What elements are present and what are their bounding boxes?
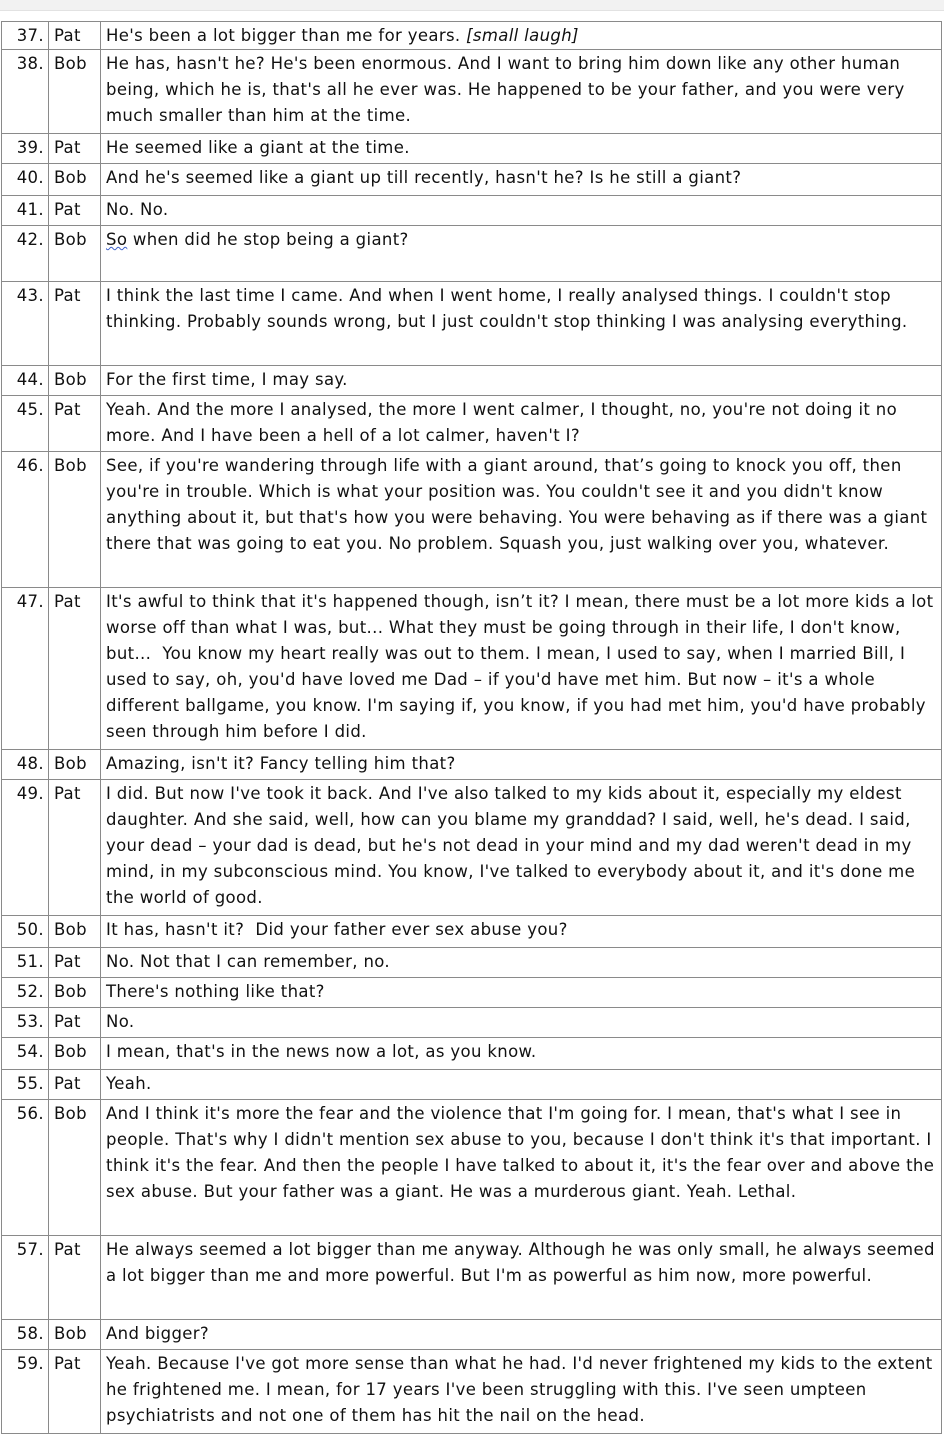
utterance-text — [101, 588, 942, 750]
table-row — [2, 948, 942, 978]
speaker-name: Pat — [49, 780, 101, 916]
utterance-body: Yeah. And the more I analysed, the more I went calmer, I thought, no, you're not doing it no more. And I have been a hell of a lot calmer, haven't I? — [106, 400, 903, 445]
utterance-text — [101, 134, 942, 164]
utterance-body: He's been a lot bigger than me for years. — [106, 26, 467, 45]
speaker-name: Bob — [49, 164, 101, 196]
line-number: 57. — [2, 1236, 49, 1320]
utterance-text — [101, 22, 942, 50]
spellcheck-flagged-word: So — [106, 230, 128, 249]
line-number: 58. — [2, 1320, 49, 1350]
speaker-name: Bob — [49, 452, 101, 588]
line-number: 50. — [2, 916, 49, 948]
utterance-body: For the first time, I may say. — [106, 370, 348, 389]
utterance-body: He has, hasn't he? He's been enormous. And I want to bring him down like any other human being, which he is, that's all he ever was. He happened to be your father, and you were very much smaller than him at the time. — [106, 54, 911, 125]
line-number: 42. — [2, 226, 49, 282]
utterance-body: No. — [106, 1012, 135, 1031]
table-row — [2, 1350, 942, 1434]
utterance-text — [101, 1350, 942, 1434]
utterance-body: I mean, that's in the news now a lot, as you know. — [106, 1042, 537, 1061]
speaker-name: Pat — [49, 134, 101, 164]
utterance-text — [101, 164, 942, 196]
speaker-name: Bob — [49, 1100, 101, 1236]
utterance-text — [101, 1038, 942, 1070]
utterance-body: I think the last time I came. And when I went home, I really analysed things. I couldn't stop thinking. Probably sounds wrong, but I just couldn't stop thinking I was analysing everything. — [106, 286, 908, 331]
line-number: 54. — [2, 1038, 49, 1070]
stage-direction: [small laugh] — [466, 26, 579, 45]
table-row — [2, 780, 942, 916]
speaker-name: Pat — [49, 282, 101, 366]
speaker-name: Bob — [49, 978, 101, 1008]
utterance-text — [101, 1236, 942, 1320]
utterance-text — [101, 1320, 942, 1350]
speaker-name: Bob — [49, 226, 101, 282]
table-row — [2, 164, 942, 196]
speaker-name: Bob — [49, 750, 101, 780]
utterance-text — [101, 916, 942, 948]
speaker-name: Pat — [49, 396, 101, 452]
utterance-body: It has, hasn't it? Did your father ever sex abuse you? — [106, 920, 568, 939]
table-row — [2, 750, 942, 780]
speaker-name: Pat — [49, 588, 101, 750]
table-row — [2, 22, 942, 50]
line-number: 43. — [2, 282, 49, 366]
speaker-name: Pat — [49, 1350, 101, 1434]
table-row — [2, 1008, 942, 1038]
table-row — [2, 196, 942, 226]
top-toolbar-strip — [0, 0, 944, 11]
utterance-body: And I think it's more the fear and the violence that I'm going for. I mean, that's what I see in people. That's why I didn't mention sex abuse to you, because I don't think it's that important. I think it's the fear. And then the people I have talked to about it, it's the fear over and above the sex abuse. But your father was a giant. He was a murderous giant. Yeah. Lethal. — [106, 1104, 940, 1201]
speaker-name: Bob — [49, 916, 101, 948]
utterance-body: No. Not that I can remember, no. — [106, 952, 391, 971]
line-number: 56. — [2, 1100, 49, 1236]
utterance-text — [101, 196, 942, 226]
utterance-body: Yeah. Because I've got more sense than what he had. I'd never frightened my kids to the extent he frightened me. I mean, for 17 years I've been struggling with this. I've seen umpteen psychiatrists and not one of them has hit the nail on the head. — [106, 1354, 939, 1425]
line-number: 38. — [2, 50, 49, 134]
utterance-body: He always seemed a lot bigger than me anyway. Although he was only small, he always seemed a lot bigger than me and more powerful. But I'm as powerful as him now, more powerful. — [106, 1240, 941, 1285]
line-number: 53. — [2, 1008, 49, 1038]
utterance-text — [101, 780, 942, 916]
utterance-body: He seemed like a giant at the time. — [106, 138, 410, 157]
line-number: 40. — [2, 164, 49, 196]
speaker-name: Bob — [49, 50, 101, 134]
speaker-name: Pat — [49, 1070, 101, 1100]
table-row — [2, 1070, 942, 1100]
utterance-body: See, if you're wandering through life with a giant around, that’s going to knock you off, then you're in trouble. Which is what your position was. You couldn't see it and you didn't know anything about it, but that's how you were behaving. You were behaving as if there was a giant there that was going to eat you. No problem. Squash you, just walking over you, whatever. — [106, 456, 933, 553]
utterance-text — [101, 1008, 942, 1038]
table-row — [2, 916, 942, 948]
line-number: 59. — [2, 1350, 49, 1434]
utterance-text — [101, 1070, 942, 1100]
table-row — [2, 282, 942, 366]
line-number: 46. — [2, 452, 49, 588]
line-number: 55. — [2, 1070, 49, 1100]
utterance-text — [101, 750, 942, 780]
line-number: 41. — [2, 196, 49, 226]
utterance-text — [101, 396, 942, 452]
speaker-name: Pat — [49, 196, 101, 226]
utterance-text — [101, 50, 942, 134]
speaker-name: Pat — [49, 1008, 101, 1038]
transcript-table — [1, 21, 942, 1434]
utterance-text — [101, 978, 942, 1008]
speaker-name: Bob — [49, 1038, 101, 1070]
speaker-name: Bob — [49, 366, 101, 396]
utterance-body: Amazing, isn't it? Fancy telling him that? — [106, 754, 456, 773]
utterance-body: It's awful to think that it's happened though, isn’t it? I mean, there must be a lot more kids a lot worse off than what I was, but... What they must be going through in their life, I don't know, but... You know my heart really was out to them. I mean, I used to say, when I married Bill, I used to say, oh, you'd have loved me Dad – if you'd have met him. But now – it's a whole different ballgame, you know. I'm saying if, you know, if you had met him, you'd have probably seen through him before I did. — [106, 592, 940, 741]
utterance-text — [101, 452, 942, 588]
utterance-text — [101, 226, 942, 282]
utterance-body: There's nothing like that? — [106, 982, 325, 1001]
table-row — [2, 1236, 942, 1320]
utterance-body: No. No. — [106, 200, 169, 219]
utterance-text — [101, 282, 942, 366]
table-row — [2, 226, 942, 282]
speaker-name: Pat — [49, 948, 101, 978]
utterance-body: I did. But now I've took it back. And I've also talked to my kids about it, especially my eldest daughter. And she said, well, how can you blame my granddad? I said, well, he's dead. I said, your dead – your dad is dead, but he's not dead in your mind and my dad weren't dead in my mind, in my subconscious mind. You know, I've talked to everybody about it, and it's done me the world of good. — [106, 784, 921, 907]
transcript-rows — [2, 22, 942, 1434]
table-row — [2, 134, 942, 164]
line-number: 37. — [2, 22, 49, 50]
table-row — [2, 1038, 942, 1070]
line-number: 49. — [2, 780, 49, 916]
speaker-name: Bob — [49, 1320, 101, 1350]
utterance-text — [101, 366, 942, 396]
table-row — [2, 978, 942, 1008]
line-number: 39. — [2, 134, 49, 164]
speaker-name: Pat — [49, 22, 101, 50]
utterance-body: when did he stop being a giant? — [127, 230, 409, 249]
line-number: 47. — [2, 588, 49, 750]
line-number: 48. — [2, 750, 49, 780]
utterance-text — [101, 1100, 942, 1236]
table-row — [2, 396, 942, 452]
utterance-text — [101, 948, 942, 978]
table-row — [2, 452, 942, 588]
speaker-name: Pat — [49, 1236, 101, 1320]
line-number: 51. — [2, 948, 49, 978]
table-row — [2, 366, 942, 396]
line-number: 45. — [2, 396, 49, 452]
utterance-body: And he's seemed like a giant up till recently, hasn't he? Is he still a giant? — [106, 168, 742, 187]
line-number: 44. — [2, 366, 49, 396]
table-row — [2, 1100, 942, 1236]
table-row — [2, 1320, 942, 1350]
table-row — [2, 50, 942, 134]
table-row — [2, 588, 942, 750]
utterance-body: And bigger? — [106, 1324, 210, 1343]
utterance-body: Yeah. — [106, 1074, 152, 1093]
line-number: 52. — [2, 978, 49, 1008]
